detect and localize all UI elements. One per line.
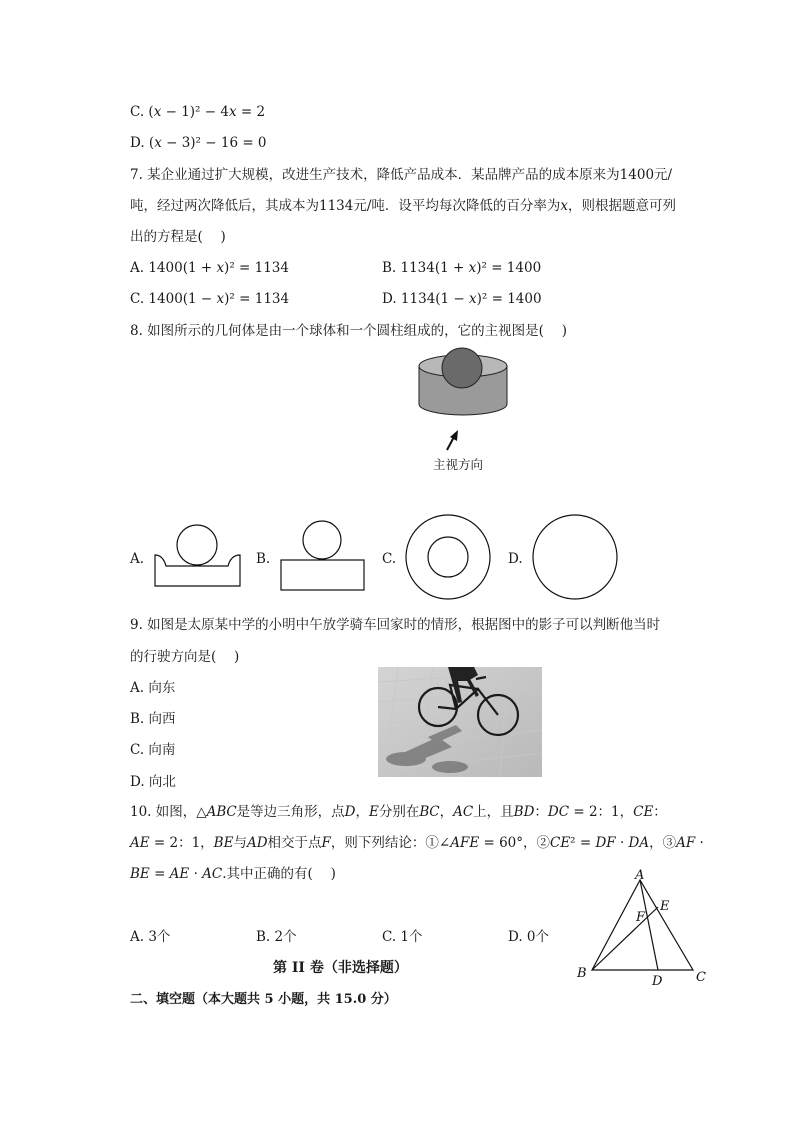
q8-option-b: B. <box>256 551 271 567</box>
q7-stem-line1: 7. 某企业通过扩大规模，改进生产技术，降低产品成本．某品牌产品的成本原来为1400元/ <box>130 167 673 183</box>
label-a: A <box>635 868 645 883</box>
q9-stem-line2: 的行驶方向是( ) <box>130 649 240 665</box>
q6-option-c: C. (𝑥 − 1)² − 4𝑥 = 2 <box>130 104 266 120</box>
label-c: C <box>696 970 706 985</box>
q8-option-d: D. <box>508 551 523 567</box>
label-d: D <box>652 974 663 989</box>
q10-option-d: D. 0个 <box>508 929 550 945</box>
section-heading: 二、填空题（本大题共 5 小题，共 15.0 分） <box>130 992 397 1007</box>
q9-option-c: C. 向南 <box>130 742 176 758</box>
q7-option-b: B. 1134(1 + 𝑥)² = 1400 <box>382 260 542 276</box>
q7-stem-line2: 吨，经过两次降低后，其成本为1134元/吨．设平均每次降低的百分率为𝑥，则根据题意可列 <box>130 198 677 214</box>
label-e: E <box>660 899 670 914</box>
q8-direction-label: 主视方向 <box>433 457 484 472</box>
q10-stem-line3: 𝐵𝐸 = 𝐴𝐸 · 𝐴𝐶.其中正确的有( ) <box>130 866 336 882</box>
q9-option-b: B. 向西 <box>130 711 176 727</box>
q10-stem-line1: 10. 如图，△𝐴𝐵𝐶是等边三角形，点𝐷，𝐸分别在𝐵𝐶，𝐴𝐶上，且𝐵𝐷：𝐷𝐶 = 2：1，𝐶𝐸： <box>130 804 667 820</box>
label-f: F <box>636 910 646 925</box>
q9-option-a: A. 向东 <box>130 680 176 696</box>
q10-option-c: C. 1个 <box>382 929 423 945</box>
q8-option-c: C. <box>382 551 397 567</box>
part-title: 第 II 卷（非选择题） <box>273 960 408 976</box>
q7-option-c: C. 1400(1 − 𝑥)² = 1134 <box>130 291 290 307</box>
q7-option-a: A. 1400(1 + 𝑥)² = 1134 <box>130 260 289 276</box>
q8-stem: 8. 如图所示的几何体是由一个球体和一个圆柱组成的，它的主视图是( ) <box>130 323 567 339</box>
q6-option-d: D. (𝑥 − 3)² − 16 = 0 <box>130 135 267 151</box>
q10-option-a: A. 3个 <box>130 929 171 945</box>
q10-option-b: B. 2个 <box>256 929 297 945</box>
label-b: B <box>577 966 587 981</box>
q8-option-a: A. <box>130 551 145 567</box>
q7-stem-line3: 出的方程是( ) <box>130 229 226 245</box>
q9-stem-line1: 9. 如图是太原某中学的小明中午放学骑车回家时的情形，根据图中的影子可以判断他当时 <box>130 617 661 633</box>
q10-stem-line2: 𝐴𝐸 = 2：1，𝐵𝐸与𝐴𝐷相交于点𝐹，则下列结论：①∠𝐴𝐹𝐸 = 60°，②𝐶𝐸² = 𝐷𝐹 · 𝐷𝐴，③𝐴𝐹 · <box>130 835 704 851</box>
q7-option-d: D. 1134(1 − 𝑥)² = 1400 <box>382 291 542 307</box>
q9-option-d: D. 向北 <box>130 774 176 790</box>
